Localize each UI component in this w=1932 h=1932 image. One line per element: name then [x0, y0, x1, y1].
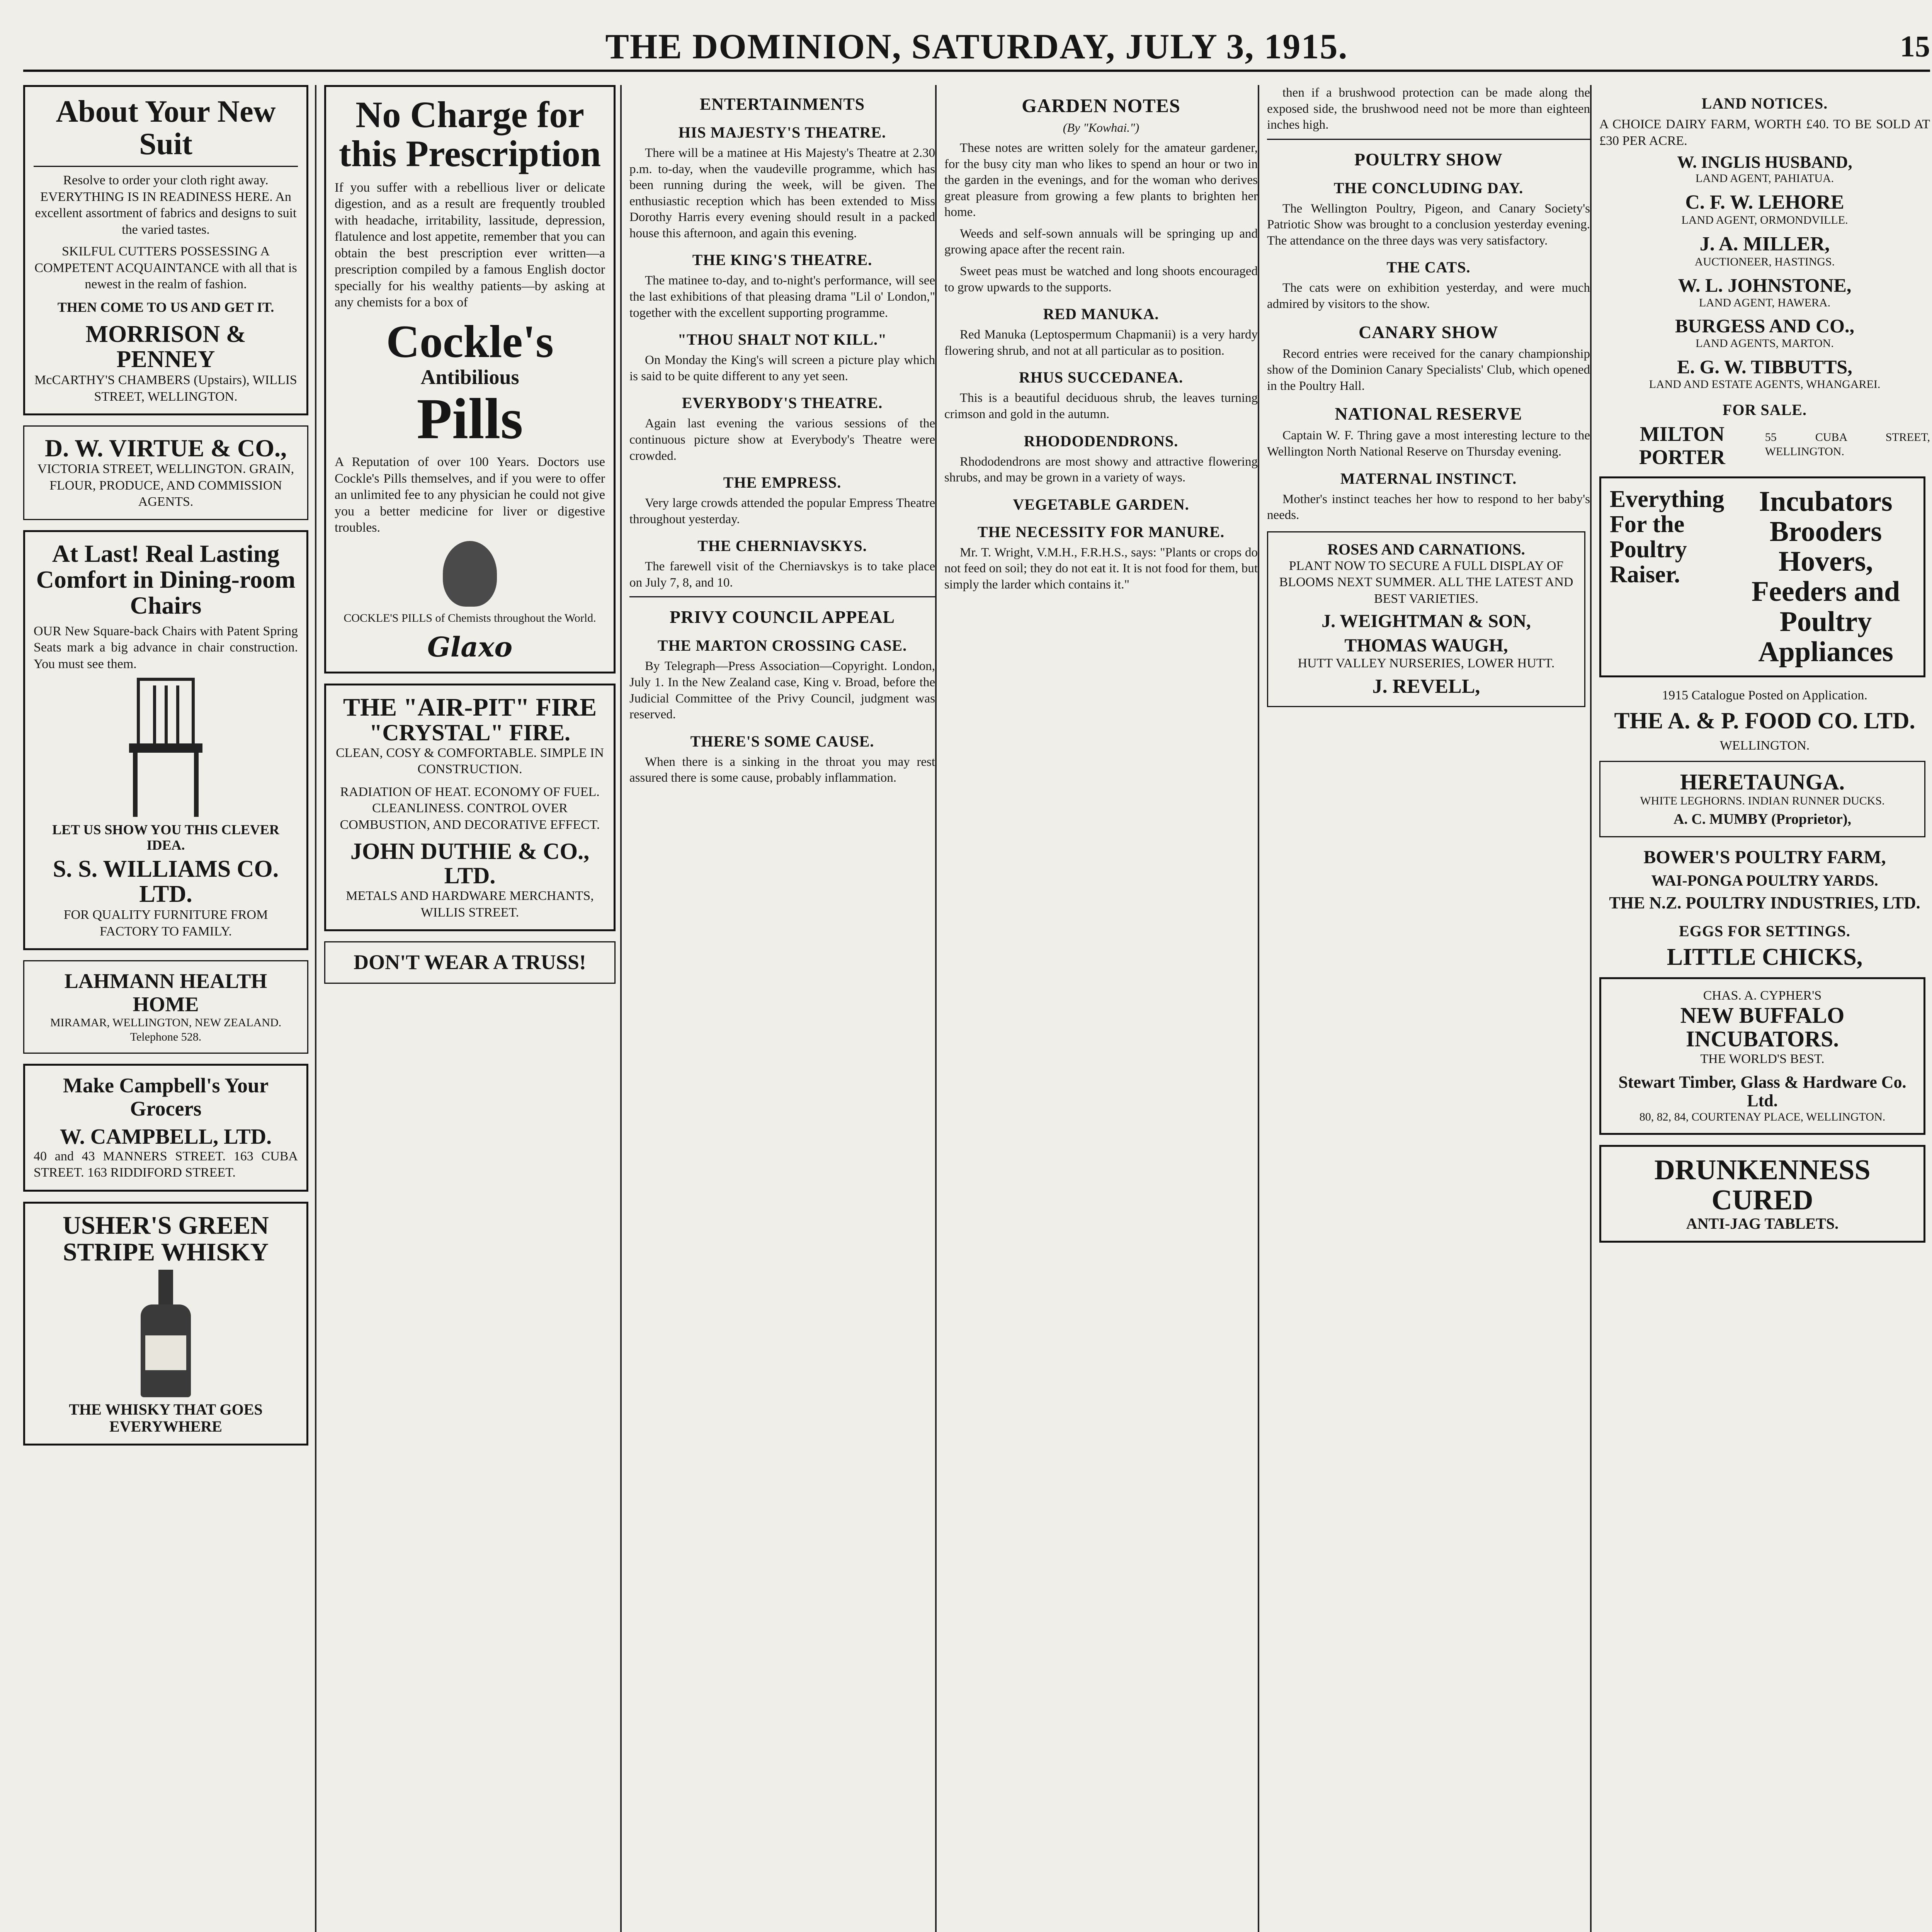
suit-body: Resolve to order your cloth right away. EVERYTHING IS IN READINESS HERE. An excellent assortment of fabrics and designs to suit the varied tastes. [35, 173, 297, 237]
thou-shalt-body: On Monday the King's will screen a picture play which is said to be quite different to any yet seen. [629, 353, 935, 383]
nz-poultry: THE N.Z. POULTRY INDUSTRIES, LTD. [1609, 893, 1920, 913]
some-cause-body: When there is a sinking in the throat you may rest assured there is some cause, probably inflammation. [629, 755, 935, 785]
red-manuka-heading: RED MANUKA. [1043, 305, 1159, 323]
food-co: THE A. & P. FOOD CO. LTD. [1614, 707, 1915, 733]
duthie-firm: JOHN DUTHIE & CO., LTD. [350, 838, 590, 889]
kings-heading: THE KING'S THEATRE. [692, 251, 872, 269]
cockles-small: A Reputation of over 100 Years. Doctors use Cockle's Pills themselves, and if you were to offer an unlimited fee to any physician he could not give you a better medicine for liver or digestive troubles. [335, 455, 605, 535]
roses-title: ROSES AND CARNATIONS. [1327, 540, 1525, 558]
miller-firm: J. A. MILLER, [1699, 233, 1830, 255]
chair-illustration [129, 678, 202, 817]
maternal-body: Mother's instinct teaches her how to respond to her baby's needs. [1267, 492, 1590, 522]
red-manuka-body: Red Manuka (Leptospermum Chapmanii) is a very hardy flowering shrub, and not at all particular as to position. [944, 328, 1258, 358]
buffalo-title: NEW BUFFALO INCUBATORS. [1680, 1003, 1845, 1052]
chairs-title: At Last! Real Lasting Comfort in Dining-room Chairs [36, 539, 296, 619]
lahmann-title: LAHMANN HEALTH HOME [64, 969, 267, 1016]
campbell-firm: W. CAMPBELL, LTD. [60, 1125, 272, 1149]
ad-lahmann [23, 960, 308, 1054]
poultry-left: Everything For the Poultry Raiser. [1610, 486, 1725, 588]
catalogue-line: 1915 Catalogue Posted on Application. [1662, 688, 1867, 703]
burgess-firm: BURGESS AND CO., [1675, 315, 1854, 337]
ushers-tag: THE WHISKY THAT GOES EVERYWHERE [69, 1400, 263, 1435]
rhododendrons-body: Rhododendrons are most showy and attractive flowering shrubs, and may be grown in a variety of ways. [944, 454, 1258, 485]
manure-body: Mr. T. Wright, V.M.H., F.R.H.S., says: "Plants or crops do not feed on soil; they do not eat it. It is not food for them, but simply the larder which contains it." [944, 545, 1258, 592]
crystal-title: "CRYSTAL" FIRE. [369, 719, 571, 745]
garden-p2: Weeds and self-sown annuals will be springing up and growing apace after the recent rain. [944, 226, 1258, 257]
airpit-sub: CLEAN, COSY & COMFORTABLE. SIMPLE IN CONSTRUCTION. [336, 745, 604, 777]
waugh-address: HUTT VALLEY NURSERIES, LOWER HUTT. [1298, 656, 1555, 670]
chairs-body: OUR New Square-back Chairs with Patent Spring Seats mark a big advance in chair construction. You must see them. [34, 624, 298, 671]
inglis-sub: LAND AGENT, PAHIATUA. [1695, 172, 1834, 185]
privy-council-heading: PRIVY COUNCIL APPEAL [669, 607, 895, 627]
duthie-sub: METALS AND HARDWARE MERCHANTS, WILLIS STREET. [346, 889, 594, 920]
suit-title: About Your New Suit [56, 95, 276, 161]
cherniavskys-body: The farewell visit of the Cherniavskys is to take place on July 7, 8, and 10. [629, 560, 935, 590]
garden-p3: Sweet peas must be watched and long shoots encouraged to grow upwards to the supports. [944, 264, 1258, 294]
lehore-sub: LAND AGENT, ORMONDVILLE. [1681, 214, 1848, 227]
little-chicks: LITTLE CHICKS, [1667, 944, 1863, 970]
column-1 [23, 85, 313, 1932]
heretaunga-title: HERETAUNGA. [1680, 769, 1845, 795]
ad-drunkenness [1599, 1145, 1925, 1243]
weightman-firm: J. WEIGHTMAN & SON, [1321, 611, 1531, 632]
for-sale-heading: FOR SALE. [1723, 401, 1807, 419]
marton-heading: THE MARTON CROSSING CASE. [657, 637, 907, 655]
truss-title: DON'T WEAR A TRUSS! [354, 951, 586, 974]
land-notices-heading: LAND NOTICES. [1701, 95, 1828, 112]
rhus-heading: RHUS SUCCEDANEA. [1019, 369, 1183, 386]
cherniavskys-heading: THE CHERNIAVSKYS. [697, 537, 867, 555]
ad-buffalo-incubators [1599, 977, 1925, 1135]
kings-body: The matinee to-day, and to-night's performance, will see the last exhibitions of that pleasing drama "Lil o' London," together with the excellent supporting programme. [629, 274, 935, 320]
marton-body: By Telegraph—Press Association—Copyright. London, July 1. In the New Zealand case, King v. Broad, before the Judicial Committee of the Privy Council, judgment was reserved. [629, 659, 935, 722]
virtue-body: VICTORIA STREET, WELLINGTON. GRAIN, FLOUR, PRODUCE, AND COMMISSION AGENTS. [37, 462, 294, 509]
lehore-firm: C. F. W. LEHORE [1685, 191, 1844, 213]
ad-campbell [23, 1064, 308, 1192]
suit-firm: MORRISON & PENNEY [85, 321, 246, 373]
campbell-address: 40 and 43 MANNERS STREET. 163 CUBA STREET. 163 RIDDIFORD STREET. [34, 1149, 298, 1180]
suit-address: McCARTHY'S CHAMBERS (Upstairs), WILLIS STREET, WELLINGTON. [34, 373, 297, 404]
heretaunga-sub: WHITE LEGHORNS. INDIAN RUNNER DUCKS. [1640, 794, 1885, 808]
mumby: A. C. MUMBY (Proprietor), [1673, 811, 1852, 827]
national-reserve-body: Captain W. F. Thring gave a most interesting lecture to the Wellington North National Reserve on Thursday evening. [1267, 429, 1590, 459]
bowers-farm: BOWER'S POULTRY FARM, [1643, 847, 1886, 867]
poultry-show-body: The Wellington Poultry, Pigeon, and Canary Society's Patriotic Show was brought to a conclusion yesterday evening. The attendance on the three days was very satisfactory. [1267, 201, 1590, 248]
burgess-sub: LAND AGENTS, MARTON. [1696, 337, 1834, 350]
everybodys-body: Again last evening the various sessions of the continuous picture show at Everybody's Theatre were crowded. [629, 417, 935, 463]
airpit-list: RADIATION OF HEAT. ECONOMY OF FUEL. CLEANLINESS. CONTROL OVER COMBUSTION, AND DECORATIVE EFFECT. [340, 784, 600, 832]
ad-williams-chairs [23, 530, 308, 950]
stewart-firm: Stewart Timber, Glass & Hardware Co. Ltd. [1618, 1072, 1906, 1111]
entertainments-heading: ENTERTAINMENTS [699, 95, 865, 114]
buffalo-sub: THE WORLD'S BEST. [1700, 1052, 1825, 1066]
plant-now: PLANT NOW TO SECURE A FULL DISPLAY OF BLOOMS NEXT SUMMER. ALL THE LATEST AND BEST VARIETIES. [1279, 558, 1573, 606]
ad-truss [324, 941, 616, 983]
inglis-firm: W. INGLIS HUSBAND, [1677, 153, 1852, 172]
rhus-body: This is a beautiful deciduous shrub, the leaves turning crimson and gold in the autumn. [944, 391, 1258, 421]
tibbutts-firm: E. G. W. TIBBUTTS, [1677, 355, 1852, 378]
maternal-heading: MATERNAL INSTINCT. [1340, 469, 1517, 487]
eggs-heading: EGGS FOR SETTINGS. [1679, 922, 1850, 940]
vegetable-garden-heading: VEGETABLE GARDEN. [1013, 495, 1189, 513]
revell-firm: J. REVELL, [1372, 675, 1480, 698]
column-5 [1258, 85, 1590, 1932]
garden-p1: These notes are written solely for the amateur gardener, for the busy city man who likes to spend an hour or two in the garden in the evenings, and for the woman who derives great pleasure from growing a few plants to brighten her home. [944, 141, 1258, 219]
prescription-title: No Charge for this Prescription [338, 94, 601, 174]
lahmann-body: MIRAMAR, WELLINGTON, NEW ZEALAND. Telephone 528. [50, 1016, 282, 1043]
column-6 [1590, 85, 1930, 1932]
column-2 [315, 85, 620, 1932]
johnstone-sub: LAND AGENT, HAWERA. [1699, 296, 1831, 309]
chairs-cta: LET US SHOW YOU THIS CLEVER IDEA. [52, 822, 279, 853]
ad-ushers [23, 1202, 308, 1446]
glaxo-logo: Glaxo [427, 631, 513, 663]
ad-virtue [23, 425, 308, 520]
page-number: 15 [1900, 29, 1930, 63]
column-3 [620, 85, 935, 1932]
column-4 [935, 85, 1258, 1932]
ad-cockles [324, 85, 616, 673]
canary-show-body: Record entries were received for the canary championship show of the Dominion Canary Specialists' Club, which opened in the Poultry Hall. [1267, 347, 1590, 393]
everybodys-heading: EVERYBODY'S THEATRE. [682, 394, 883, 412]
johnstone-firm: W. L. JOHNSTONE, [1678, 274, 1852, 296]
poultry-right: Incubators Brooders Hovers, Feeders and Poultry Appliances [1751, 486, 1900, 668]
drunk-title: DRUNKENNESS CURED [1654, 1154, 1871, 1216]
drunk-sub: ANTI-JAG TABLETS. [1686, 1215, 1839, 1233]
cockles-sub: Antibilious [420, 365, 519, 389]
campbell-title: Make Campbell's Your Grocers [63, 1074, 269, 1120]
pills-word: Pills [417, 386, 523, 451]
cats-heading: THE CATS. [1386, 259, 1471, 276]
concluding-day-heading: THE CONCLUDING DAY. [1333, 179, 1524, 197]
buffalo-owner: CHAS. A. CYPHER'S [1703, 988, 1822, 1003]
rhododendrons-heading: RHODODENDRONS. [1024, 432, 1179, 450]
portrait-illustration [443, 541, 497, 607]
ushers-title: USHER'S GREEN STRIPE WHISKY [63, 1211, 269, 1267]
prescription-body: If you suffer with a rebellious liver or delicate digestion, and as a result are frequently troubled with headache, irritability, lassitude, depression, flatulence and lost appetite, remember that you can obtain the best prescription ever written—a prescription compiled by a famous English doctor specially for his wealthy patients—by asking at any chemists for a box of [335, 180, 605, 310]
miller-sub: AUCTIONEER, HASTINGS. [1694, 255, 1835, 268]
empress-heading: THE EMPRESS. [723, 474, 842, 492]
dairy-notice: A CHOICE DAIRY FARM, WORTH £40. TO BE SOLD AT £30 PER ACRE. [1599, 117, 1930, 148]
milton-porter: MILTON PORTER [1639, 422, 1725, 469]
thou-shalt-heading: "THOU SHALT NOT KILL." [677, 331, 887, 349]
airpit-title: THE "AIR-PIT" FIRE [343, 693, 597, 721]
cockles-name: Cockle's [386, 315, 554, 367]
chairs-firm: S. S. WILLIAMS CO. LTD. [53, 856, 279, 908]
suit-cta: THEN COME TO US AND GET IT. [57, 299, 274, 315]
ad-heretaunga [1599, 761, 1925, 837]
cockles-caption: COCKLE'S PILLS of Chemists throughout the World. [344, 611, 596, 624]
chairs-tag: FOR QUALITY FURNITURE FROM FACTORY TO FAMILY. [63, 908, 268, 939]
empress-body: Very large crowds attended the popular Empress Theatre throughout yesterday. [629, 496, 935, 526]
ad-poultry-appliances [1599, 476, 1925, 677]
canary-show-heading: CANARY SHOW [1359, 322, 1498, 342]
his-majestys-body: There will be a matinee at His Majesty's Theatre at 2.30 p.m. to-day, when the vaudeville programme, which has been running during the week, will be given. The enthusiastic reception which has been extended to Miss Dorothy Harris every evening should result in a packed house this afternoon, and again this evening. [629, 146, 935, 240]
garden-continued: then if a brushwood protection can be made along the exposed side, the brushwood need not be more than eighteen inches high. [1267, 86, 1590, 132]
masthead [23, 23, 1930, 72]
waugh-firm: THOMAS WAUGH, [1344, 635, 1508, 656]
bottle-illustration [137, 1270, 195, 1397]
garden-byline: (By "Kowhai.") [1063, 121, 1139, 134]
garden-notes-heading: GARDEN NOTES [1022, 95, 1180, 116]
cats-body: The cats were on exhibition yesterday, and were much admired by visitors to the show. [1267, 281, 1590, 311]
suit-cutters: SKILFUL CUTTERS POSSESSING A COMPETENT ACQUAINTANCE with all that is newest in the realm of fashion. [34, 244, 297, 291]
virtue-firm: D. W. VIRTUE & CO., [44, 434, 287, 462]
food-co-sub: WELLINGTON. [1719, 738, 1810, 753]
national-reserve-heading: NATIONAL RESERVE [1335, 404, 1522, 424]
paper-title: THE DOMINION, SATURDAY, JULY 3, 1915. [605, 27, 1348, 66]
waipongo-yards: WAI-PONGA POULTRY YARDS. [1651, 872, 1878, 889]
his-majestys-heading: HIS MAJESTY'S THEATRE. [678, 124, 886, 141]
ad-morrison-penney [23, 85, 308, 415]
milton-address: 55 CUBA STREET, WELLINGTON. [1765, 431, 1930, 458]
tibbutts-sub: LAND AND ESTATE AGENTS, WHANGAREI. [1649, 378, 1881, 391]
stewart-address: 80, 82, 84, COURTENAY PLACE, WELLINGTON. [1639, 1111, 1886, 1124]
ad-roses [1267, 531, 1585, 707]
manure-heading: THE NECESSITY FOR MANURE. [977, 523, 1225, 541]
ad-airpit-fire [324, 684, 616, 932]
some-cause-heading: THERE'S SOME CAUSE. [690, 732, 874, 750]
poultry-show-heading: POULTRY SHOW [1354, 149, 1503, 169]
